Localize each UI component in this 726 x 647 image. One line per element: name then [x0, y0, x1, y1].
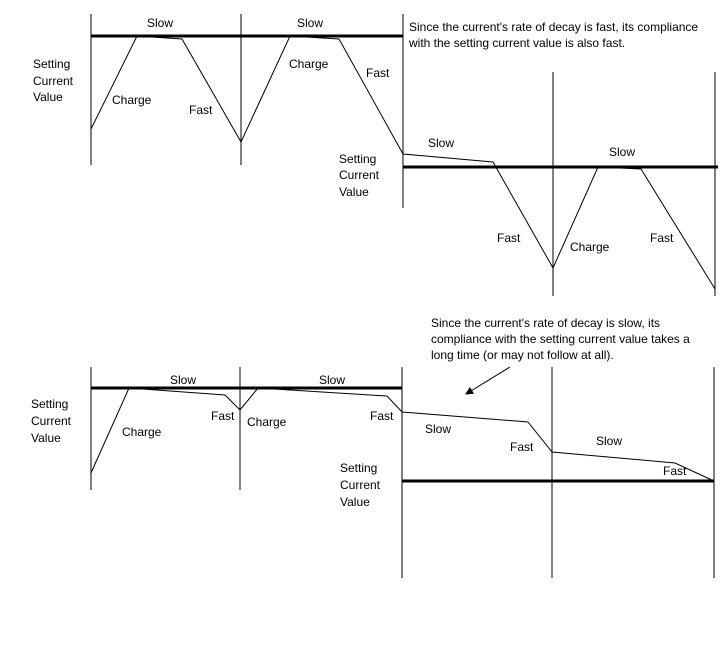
bottom-label-slow-4: Slow [596, 434, 623, 448]
bottom-label-charge-1: Charge [122, 425, 162, 439]
top-label-slow-2: Slow [297, 16, 324, 30]
bottom-label-charge-2: Charge [247, 415, 287, 429]
bottom-label-fast-1: Fast [211, 409, 235, 423]
svg-text:Setting: Setting [339, 152, 377, 166]
top-diagram [33, 14, 718, 296]
svg-text:Setting: Setting [340, 461, 378, 475]
svg-text:Current: Current [31, 414, 72, 428]
top-label-slow-3: Slow [428, 136, 455, 150]
svg-text:Value: Value [339, 185, 369, 199]
note-pointer-arrow [466, 367, 510, 394]
top-label-charge-1: Charge [112, 93, 152, 107]
top-label-fast-2: Fast [366, 66, 390, 80]
top-label-charge-3: Charge [570, 240, 610, 254]
bottom-label-fast-3: Fast [510, 440, 534, 454]
top-label-fast-4: Fast [650, 231, 674, 245]
bottom-label-slow-3: Slow [425, 422, 452, 436]
top-setting-label-right [339, 152, 380, 199]
bottom-label-fast-2: Fast [370, 409, 394, 423]
top-label-fast-3: Fast [497, 231, 521, 245]
bottom-label-slow-2: Slow [319, 373, 346, 387]
bottom-label-fast-4: Fast [663, 464, 687, 478]
svg-text:Value: Value [31, 431, 61, 445]
top-label-fast-1: Fast [189, 103, 213, 117]
svg-text:Value: Value [340, 495, 370, 509]
bottom-setting-label-right [340, 461, 381, 509]
bottom-label-slow-1: Slow [170, 373, 197, 387]
svg-text:Current: Current [339, 168, 380, 182]
top-label-charge-2: Charge [289, 57, 329, 71]
top-note: Since the current's rate of decay is fast, its compliance with the setting current value is also fast. [409, 20, 699, 50]
bottom-note: Since the current's rate of decay is slow, its compliance with the setting current value takes a long time (or may not follow at all). [431, 316, 690, 362]
bottom-setting-label-left [31, 397, 72, 445]
top-setting-label-left [33, 57, 74, 104]
svg-text:Value: Value [33, 90, 63, 104]
top-label-slow-4: Slow [609, 145, 636, 159]
svg-text:Setting: Setting [31, 397, 69, 411]
svg-text:Current: Current [33, 74, 74, 88]
svg-text:Setting: Setting [33, 57, 71, 71]
bottom-diagram [31, 367, 714, 578]
top-label-slow-1: Slow [147, 16, 174, 30]
svg-text:Current: Current [340, 478, 381, 492]
